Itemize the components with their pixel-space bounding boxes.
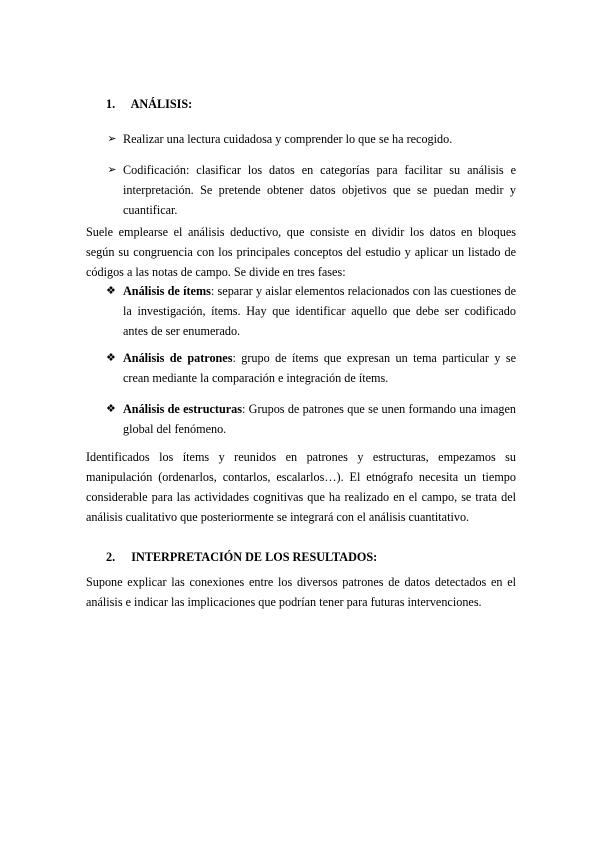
four-diamond-bullet-icon: ❖ [106, 403, 116, 415]
arrow-list-item [106, 160, 516, 220]
paragraph: Suele emplearse el análisis deductivo, que consiste en dividir los datos en bloques según su congruencia con los principales conceptos del estudio y aplicar un listado de códigos a las notas de campo. Se divide en tres fases: [86, 225, 516, 279]
phase-term: Análisis de ítems [123, 284, 211, 298]
four-diamond-bullet-icon: ❖ [106, 352, 116, 364]
phase-item-body [123, 399, 516, 439]
phase-description: : Grupos de patrones que se unen formando una imagen global del fenómeno. [123, 402, 516, 436]
phase-list-item [106, 281, 516, 341]
section-1-number: 1. [106, 97, 116, 111]
arrow-bullet-icon: ➢ [107, 133, 117, 145]
section-1-heading [106, 94, 192, 114]
phase-term: Análisis de estructuras [123, 402, 242, 416]
section-2-number: 2. [106, 550, 116, 564]
phase-item-body [123, 281, 516, 341]
phase-list-item [106, 399, 516, 439]
section-2-heading [106, 547, 377, 567]
phase-description: : separar y aislar elementos relacionados con las cuestiones de la investigación, ítems. Hay que identificar aquello que debe ser codificado antes de ser enumerado. [123, 284, 516, 338]
section-2-title: INTERPRETACIÓN DE LOS RESULTADOS: [131, 550, 378, 564]
phase-term: Análisis de patrones [123, 351, 233, 365]
phase-description: : grupo de ítems que expresan un tema particular y se crean mediante la comparación e integración de ítems. [123, 351, 516, 385]
paragraph: Supone explicar las conexiones entre los diversos patrones de datos detectados en el análisis e indicar las implicaciones que podrían tener para futuras intervenciones. [86, 575, 516, 609]
arrow-list-item [106, 129, 516, 149]
phase-list-item [106, 348, 516, 388]
section-1-title: ANÁLISIS: [130, 97, 193, 111]
arrow-item-text: Realizar una lectura cuidadosa y comprender lo que se ha recogido. [123, 132, 453, 146]
phase-item-body [123, 348, 516, 388]
arrow-bullet-icon: ➢ [107, 164, 117, 176]
paragraph: Identificados los ítems y reunidos en patrones y estructuras, empezamos su manipulación (ordenarlos, contarlos, escalarlos…). El etnógrafo necesita un tiempo considerable para las actividades cognitivas que ha realizado en el campo, se trata del análisis cualitativo que posteriormente se integrará con el análisis cuantitativo. [86, 450, 516, 524]
four-diamond-bullet-icon: ❖ [106, 285, 116, 297]
arrow-item-text: Codificación: clasificar los datos en categorías para facilitar su análisis e interpretación. Se pretende obtener datos objetivos que se puedan medir y cuantificar. [123, 163, 516, 217]
